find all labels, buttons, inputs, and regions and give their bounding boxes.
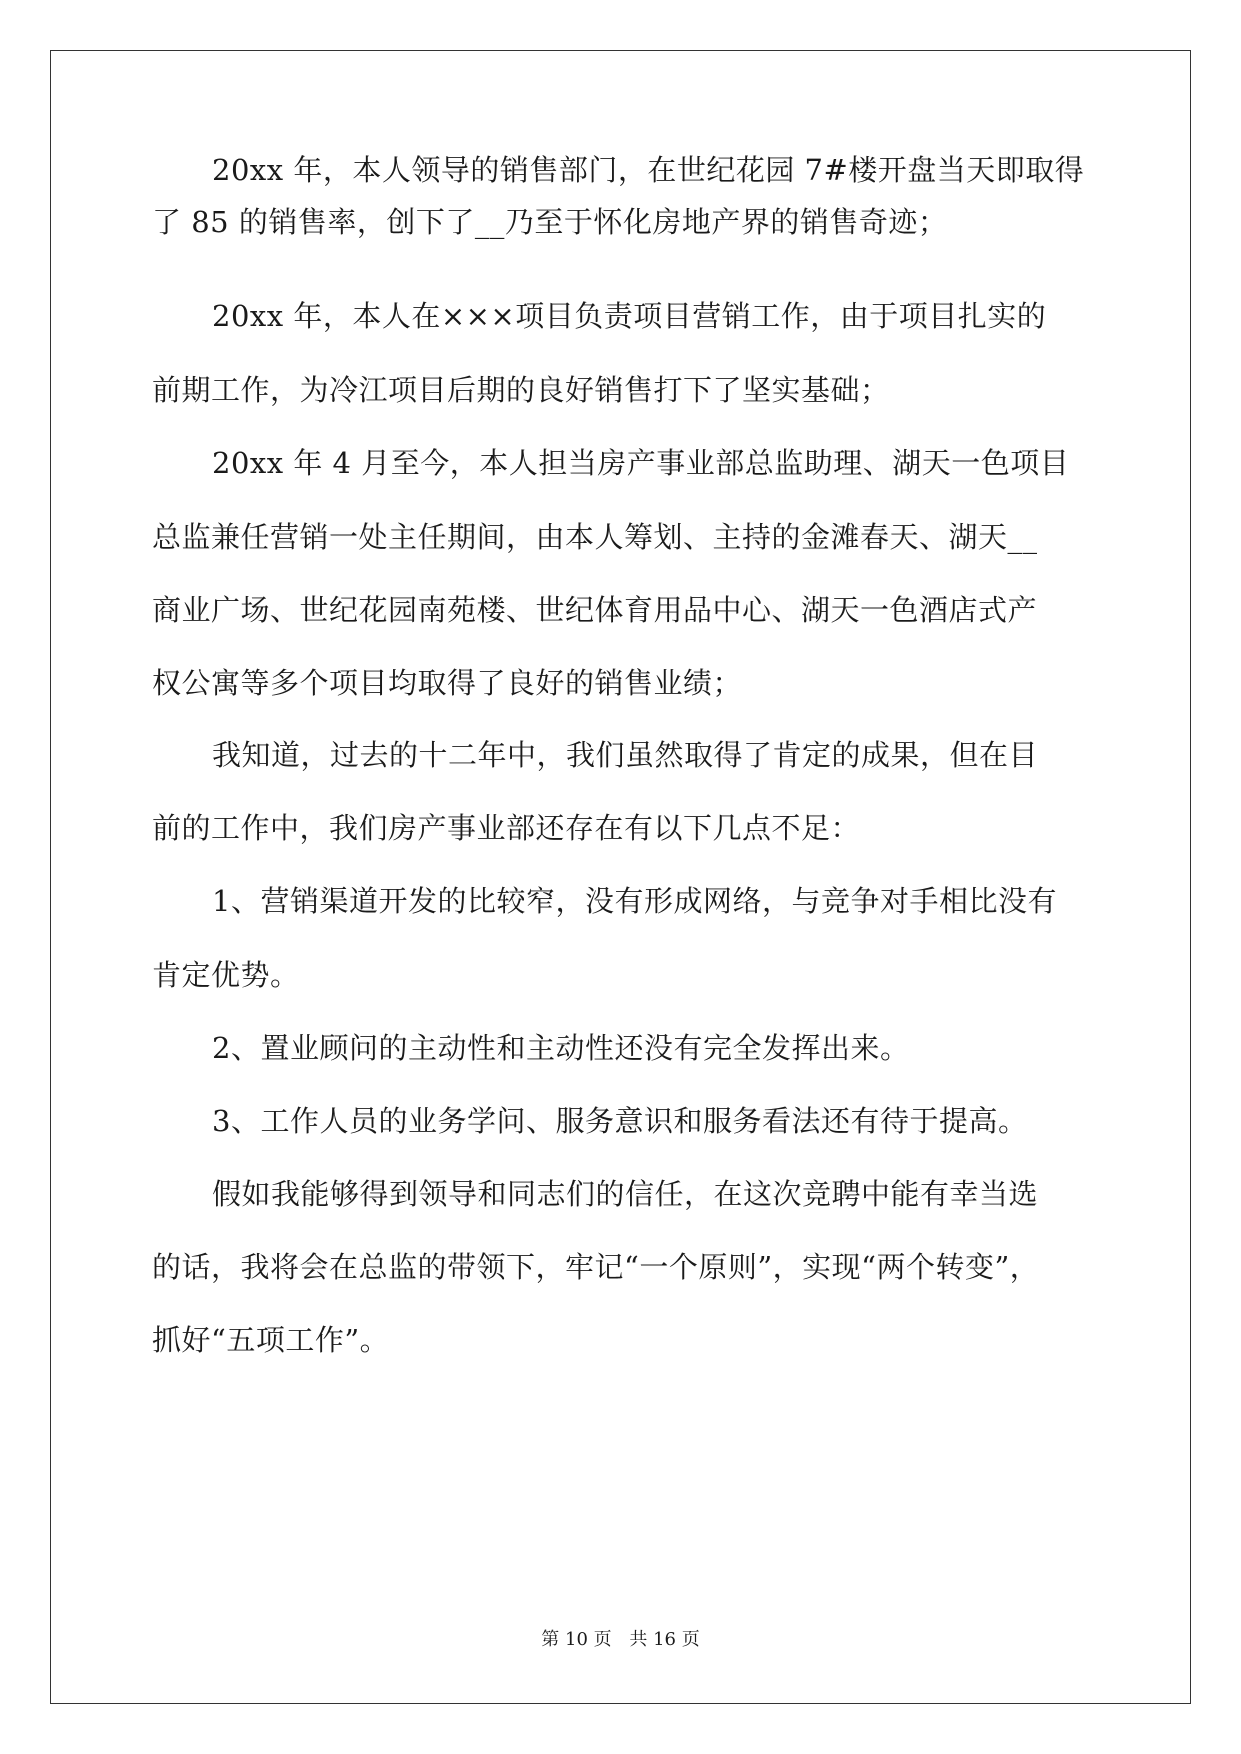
text-line: 20xx 年 4 月至今，本人担当房产事业部总监助理、湖天一色项目	[212, 446, 1070, 480]
text-line: 了 85 的销售率，创下了__乃至于怀化房地产界的销售奇迹；	[152, 205, 948, 239]
text-line: 假如我能够得到领导和同志们的信任，在这次竞聘中能有幸当选	[212, 1177, 1039, 1211]
page-number: 第 10 页	[541, 1629, 612, 1650]
text-line: 抓好“五项工作”。	[152, 1323, 390, 1357]
text-line: 20xx 年，本人在×××项目负责项目营销工作，由于项目扎实的	[212, 299, 1047, 333]
text-line: 总监兼任营销一处主任期间，由本人筹划、主持的金滩春天、湖天__	[152, 520, 1038, 554]
page-footer	[0, 1628, 1241, 1652]
text-line: 前的工作中，我们房产事业部还存在有以下几点不足：	[152, 811, 861, 845]
text-line: 权公寓等多个项目均取得了良好的销售业绩；	[152, 666, 743, 700]
text-line: 肯定优势。	[152, 958, 300, 992]
text-line: 我知道，过去的十二年中，我们虽然取得了肯定的成果，但在目	[212, 738, 1039, 772]
text-line: 前期工作，为冷江项目后期的良好销售打下了坚实基础；	[152, 373, 890, 407]
text-line: 商业广场、世纪花园南苑楼、世纪体育用品中心、湖天一色酒店式产	[152, 593, 1038, 627]
text-line: 3、工作人员的业务学问、服务意识和服务看法还有待于提高。	[212, 1104, 1028, 1138]
page-total: 共 16 页	[629, 1629, 700, 1650]
text-line: 1、营销渠道开发的比较窄，没有形成网络，与竞争对手相比没有	[212, 884, 1057, 918]
text-line: 的话，我将会在总监的带领下，牢记“一个原则”，实现“两个转变”，	[152, 1250, 1040, 1284]
text-line: 2、置业顾问的主动性和主动性还没有完全发挥出来。	[212, 1031, 910, 1065]
text-line: 20xx 年，本人领导的销售部门，在世纪花园 7#楼开盘当天即取得	[212, 153, 1085, 187]
